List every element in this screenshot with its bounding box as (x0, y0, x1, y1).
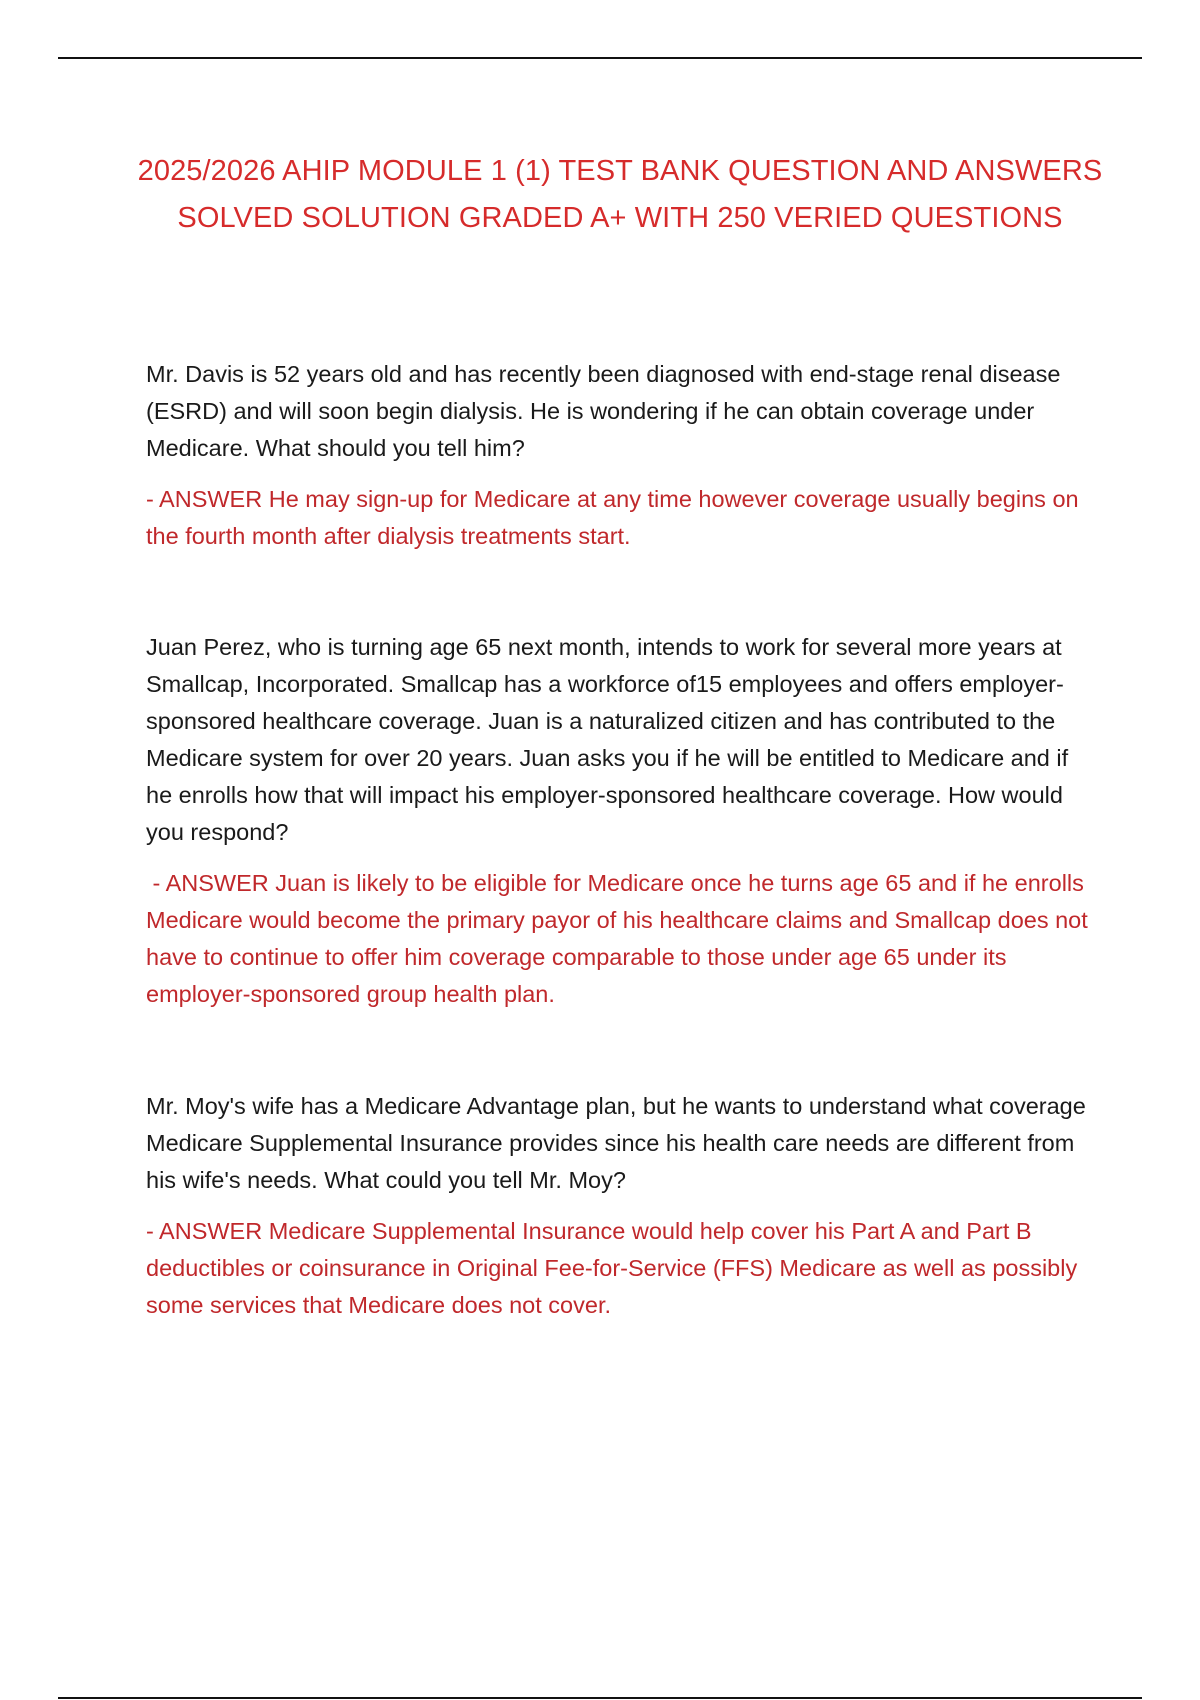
bottom-rule (58, 1697, 1142, 1699)
qa-item (146, 356, 1096, 555)
qa-item (146, 1088, 1096, 1324)
question-text: Mr. Moy's wife has a Medicare Advantage plan, but he wants to understand what coverage Medicare Supplemental Insurance provides since his health care needs are different from his wife's needs. What could you tell Mr. Moy? (146, 1093, 1086, 1193)
question-text: Juan Perez, who is turning age 65 next month, intends to work for several more years at Smallcap, Incorporated. Smallcap has a workforce of15 employees and offers employer-sponsored healthcare coverage. Juan is a naturalized citizen and has contributed to the Medicare system for over 20 years. Juan asks you if he will be entitled to Medicare and if he enrolls how that will impact his employer-sponsored healthcare coverage. How would you respond? (146, 634, 1069, 845)
answer-text: - ANSWER Juan is likely to be eligible for Medicare once he turns age 65 and if he enrolls Medicare would become the primary payor of his healthcare claims and Smallcap does not have to continue to offer him coverage comparable to those under age 65 under its employer-sponsored group health plan. (146, 870, 1095, 1007)
question-text: Mr. Davis is 52 years old and has recently been diagnosed with end-stage renal disease (ESRD) and will soon begin dialysis. He is wondering if he can obtain coverage under Medicare. What should you tell him? (146, 361, 1061, 461)
answer-text: - ANSWER He may sign-up for Medicare at any time however coverage usually begins on the fourth month after dialysis treatments start. (146, 486, 1079, 549)
top-rule (58, 57, 1142, 59)
qa-item (146, 629, 1096, 1013)
answer-text: - ANSWER Medicare Supplemental Insurance would help cover his Part A and Part B deductibles or coinsurance in Original Fee-for-Service (FFS) Medicare as well as possibly some services that Medicare does not cover. (146, 1218, 1078, 1318)
document-title: 2025/2026 AHIP MODULE 1 (1) TEST BANK QUESTION AND ANSWERS SOLVED SOLUTION GRADED A+ WITH 250 VERIED QUESTIONS (137, 155, 1103, 234)
